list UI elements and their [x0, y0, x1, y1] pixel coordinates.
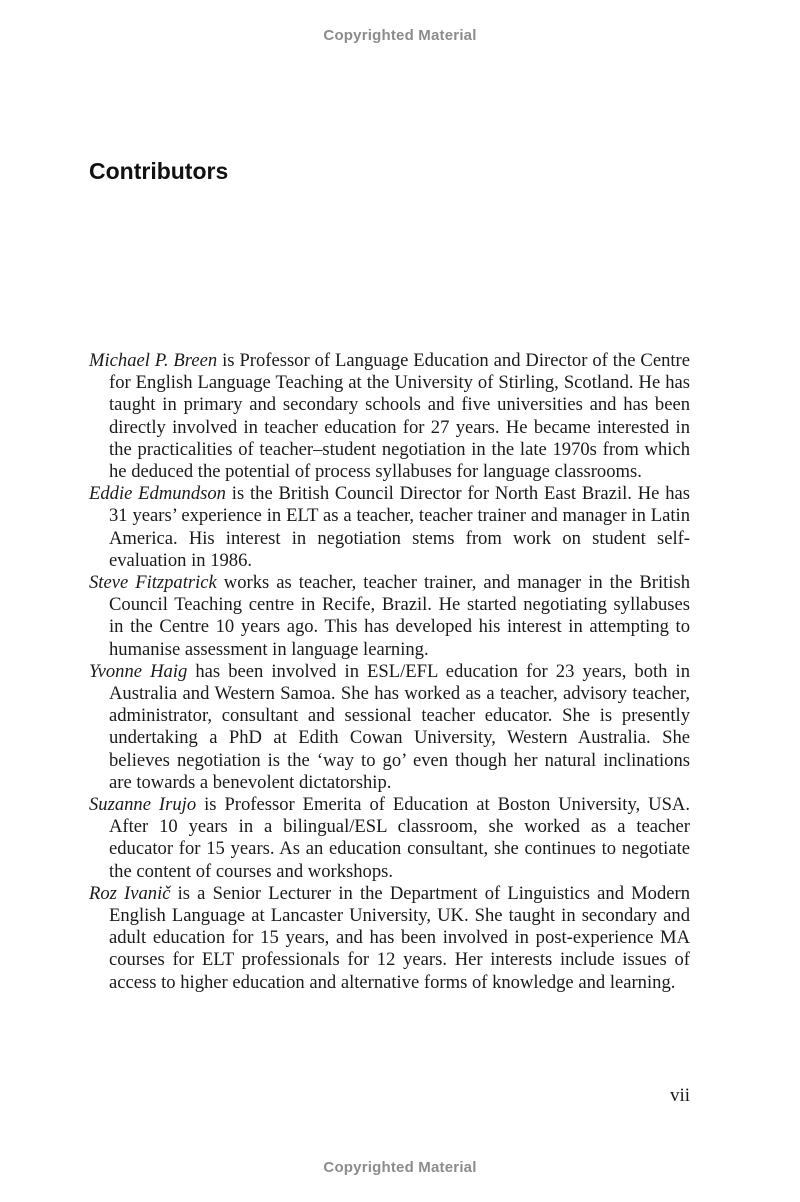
contributor-bio: is a Senior Lecturer in the Department of Linguistics and Modern English Language at Lancaster University, UK. She taught in secondary and adult education for 15 years, and has been involved in post-experience MA courses for ELT professionals for 12 years. Her interests include issues of access to higher education and alternative forms of knowledge and learning.: [109, 882, 690, 993]
contributor-entry: [89, 883, 690, 994]
contributor-entry: [89, 661, 690, 794]
contributor-name: Eddie Edmundson: [89, 483, 226, 505]
contributor-name: Steve Fitzpatrick: [89, 572, 217, 594]
contributor-name: Michael P. Breen: [89, 350, 218, 371]
copyright-watermark-top: Copyrighted Material: [323, 27, 477, 44]
contributors-list: [89, 350, 690, 994]
contributor-entry: [89, 572, 690, 661]
contributor-bio: has been involved in ESL/EFL education for 23 years, both in Australia and Western Samoa. She has worked as a teacher, advisory teacher, administrator, consultant and sessional teacher educator. She is presently undertaking a PhD at Edith Cowan University, Western Australia. She believes negotiation is the ‘way to go’ even though her natural inclinations are towards a benevolent dictatorship.: [109, 660, 690, 793]
contributor-bio: is Professor Emerita of Education at Boston University, USA. After 10 years in a bilingual/ESL classroom, she worked as a teacher educator for 15 years. As an education consultant, she continues to negotiate the content of courses and workshops.: [109, 794, 690, 882]
contributor-name: Suzanne Irujo: [89, 794, 197, 816]
copyright-watermark-bottom: Copyrighted Material: [323, 1159, 477, 1176]
contributor-name: Yvonne Haig: [89, 660, 188, 682]
page-number: vii: [669, 1085, 690, 1106]
contributor-bio: is Professor of Language Education and Director of the Centre for English Language Teaching at the University of Stirling, Scotland. He has taught in primary and secondary schools and five universities and has been directly involved in teacher education for 27 years. He became interested in the practicalities of teacher–student negotiation in the late 1970s from which he deduced the potential of process syllabuses for language classrooms.: [109, 350, 690, 483]
contributor-entry: [89, 794, 690, 883]
contributor-bio: works as teacher, teacher trainer, and manager in the British Council Teaching centre in Recife, Brazil. He started negotiating syllabuses in the Centre 10 years ago. This has developed his interest in attempting to humanise assessment in language learning.: [109, 572, 690, 660]
contributor-bio: is the British Council Director for North East Brazil. He has 31 years’ experience in ELT as a teacher, teacher trainer and manager in Latin America. His interest in negotiation stems from work on student self-evaluation in 1986.: [109, 483, 690, 571]
contributor-entry: [89, 483, 690, 572]
contributor-name: Roz Ivanič: [89, 882, 171, 904]
contributor-entry: [89, 350, 690, 483]
page-title: Contributors: [89, 158, 229, 184]
